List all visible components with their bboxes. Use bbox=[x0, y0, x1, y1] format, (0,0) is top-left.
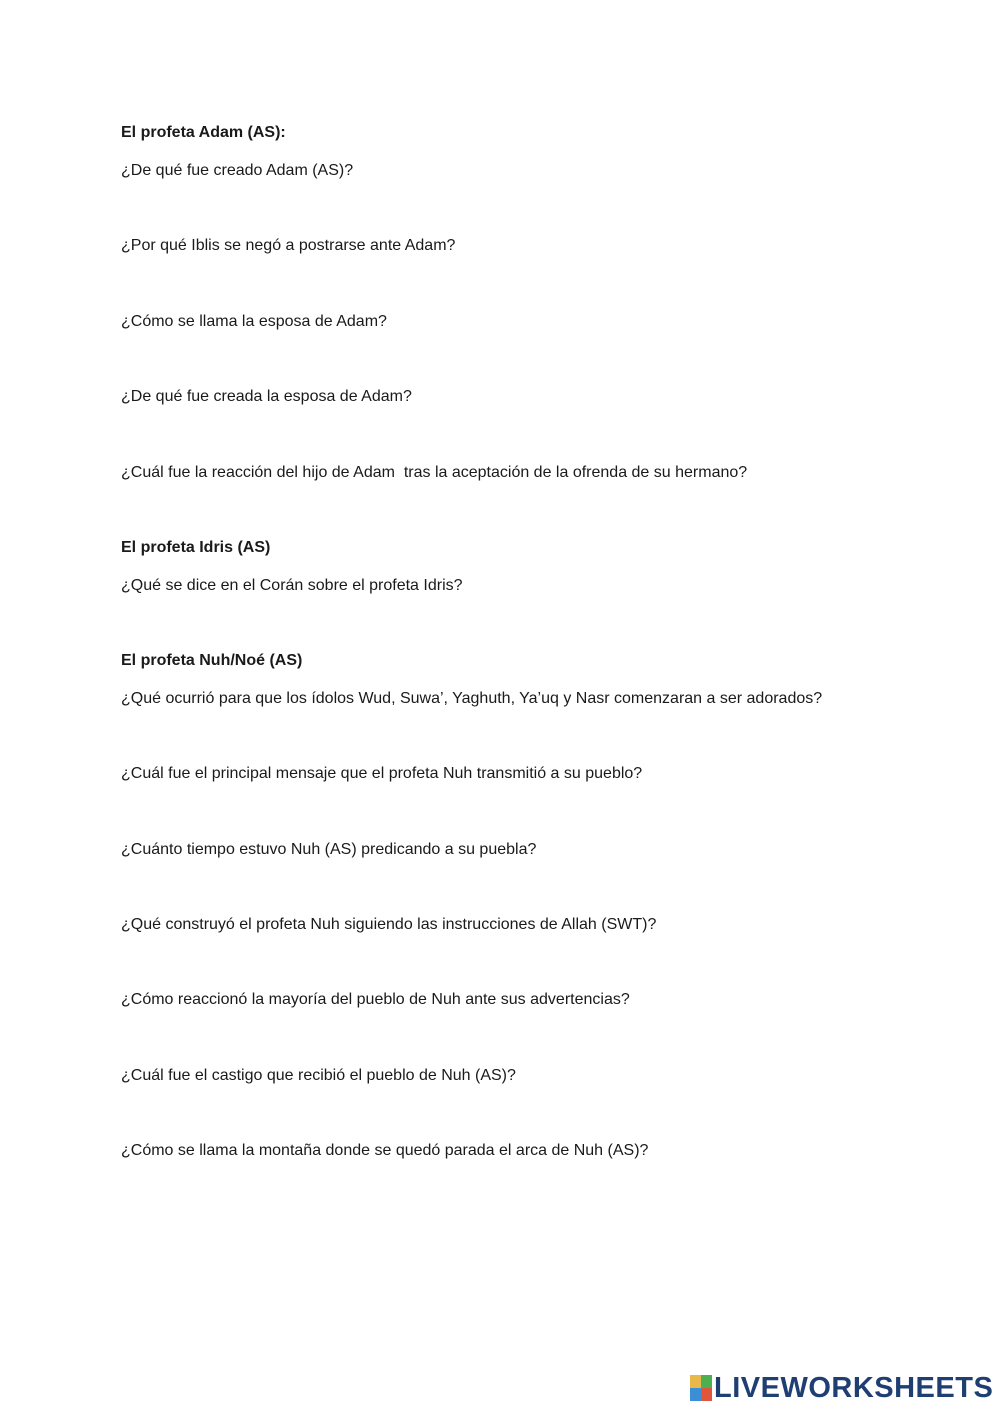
question-nuh-7: ¿Cómo se llama la montaña donde se quedó parada el arca de Nuh (AS)? bbox=[121, 1142, 649, 1159]
question-nuh-5: ¿Cómo reaccionó la mayoría del pueblo de Nuh ante sus advertencias? bbox=[121, 991, 630, 1008]
section-heading-idris: El profeta Idris (AS) bbox=[121, 539, 271, 556]
liveworksheets-logo bbox=[690, 1372, 993, 1404]
logo-text: LIVEWORKSHEETS bbox=[714, 1372, 994, 1404]
question-adam-3: ¿Cómo se llama la esposa de Adam? bbox=[121, 313, 387, 330]
section-heading-nuh: El profeta Nuh/Noé (AS) bbox=[121, 652, 303, 669]
question-nuh-1: ¿Qué ocurrió para que los ídolos Wud, Suwa’, Yaghuth, Ya’uq y Nasr comenzaran a ser adorados? bbox=[121, 690, 823, 707]
question-adam-4: ¿De qué fue creada la esposa de Adam? bbox=[121, 388, 412, 405]
section-heading-adam: El profeta Adam (AS): bbox=[121, 124, 286, 141]
question-nuh-3: ¿Cuánto tiempo estuvo Nuh (AS) predicando a su puebla? bbox=[121, 841, 537, 858]
question-adam-5: ¿Cuál fue la reacción del hijo de Adam tras la aceptación de la ofrenda de su hermano? bbox=[121, 464, 748, 481]
question-adam-2: ¿Por qué Iblis se negó a postrarse ante Adam? bbox=[121, 237, 456, 254]
question-adam-1: ¿De qué fue creado Adam (AS)? bbox=[121, 162, 354, 179]
question-nuh-6: ¿Cuál fue el castigo que recibió el pueblo de Nuh (AS)? bbox=[121, 1067, 516, 1084]
liveworksheets-logo-icon bbox=[690, 1375, 712, 1401]
question-nuh-2: ¿Cuál fue el principal mensaje que el profeta Nuh transmitió a su pueblo? bbox=[121, 765, 643, 782]
question-nuh-4: ¿Qué construyó el profeta Nuh siguiendo las instrucciones de Allah (SWT)? bbox=[121, 916, 657, 933]
question-idris-1: ¿Qué se dice en el Corán sobre el profeta Idris? bbox=[121, 577, 463, 594]
